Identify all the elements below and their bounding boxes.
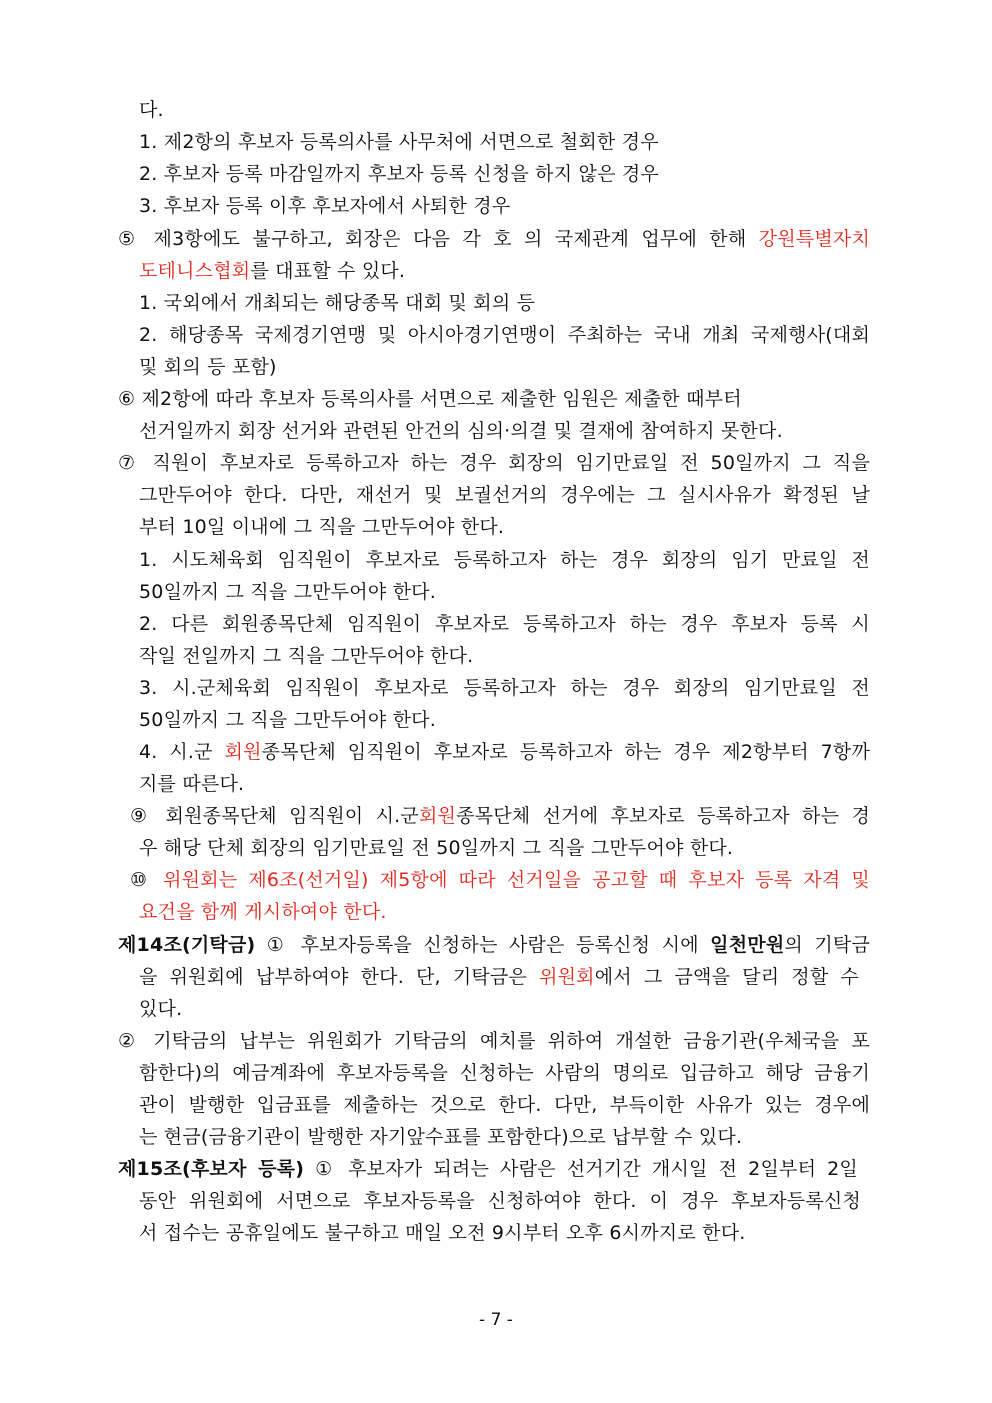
- paragraph-line: ② 기탁금의 납부는 위원회가 기탁금의 예치를 위하여 개설한 금융기관(우체국을 포: [118, 1030, 870, 1052]
- text-line: 함한다)의 예금계좌에 후보자등록을 신청하는 사람의 명의로 입금하고 해당 금융기: [139, 1062, 870, 1084]
- article-heading: 제14조(기탁금): [118, 934, 256, 956]
- text-run: 종목단체 임직원이 후보자로 등록하고자 하는 경우 제2항부터 7항까: [261, 741, 871, 763]
- paragraph-line: [130, 868, 870, 892]
- list-item: 2. 후보자 등록 마감일까지 후보자 등록 신청을 하지 않은 경우: [139, 163, 659, 185]
- highlighted-text: 위원회: [539, 966, 595, 988]
- text-line: 우 해당 단체 회장의 임기만료일 전 50일까지 그 직을 그만두어야 한다.: [139, 837, 734, 859]
- highlighted-text: 회원: [224, 741, 262, 763]
- text-line: 작일 전일까지 그 직을 그만두어야 한다.: [139, 645, 474, 667]
- text-line: 그만두어야 한다. 다만, 재선거 및 보궐선거의 경우에는 그 실시사유가 확정된 날: [139, 484, 870, 506]
- text-line: 50일까지 그 직을 그만두어야 한다.: [139, 709, 436, 731]
- article-line: [118, 1157, 858, 1181]
- highlighted-text: 강원특별자치: [758, 228, 870, 250]
- text-line: 및 회의 등 포함): [139, 356, 277, 378]
- list-item: 3. 시.군체육회 임직원이 후보자로 등록하고자 하는 경우 회장의 임기만료일 전: [139, 677, 870, 699]
- text-run: ① 후보자등록을 신청하는 사람은 등록신청 시에: [255, 934, 711, 956]
- text-run: 4. 시.군: [139, 741, 225, 763]
- text-line: 관이 발행한 입금표를 제출하는 것으로 한다. 다만, 부득이한 사유가 있는 경우에: [139, 1094, 870, 1116]
- highlighted-text: 도테니스협회: [139, 260, 251, 282]
- list-item: 2. 해당종목 국제경기연맹 및 아시아경기연맹이 주최하는 국내 개최 국제행사(대회: [139, 324, 870, 346]
- list-item: [139, 740, 870, 764]
- list-item: 1. 시도체육회 임직원이 후보자로 등록하고자 하는 경우 회장의 임기 만료일 전: [139, 549, 870, 571]
- text-line: 50일까지 그 직을 그만두어야 한다.: [139, 581, 436, 603]
- text-run: ⑩: [130, 869, 164, 891]
- highlighted-text: 요건을 함께 게시하여야 한다.: [139, 901, 387, 923]
- list-item: 1. 제2항의 후보자 등록의사를 사무처에 서면으로 철회한 경우: [139, 131, 659, 153]
- text-run: 를 대표할 수 있다.: [250, 260, 406, 282]
- text-run: 을 위원회에 납부하여야 한다. 단, 기탁금은: [139, 966, 540, 988]
- text-run: 에서 그 금액을 달리 정할 수: [594, 966, 859, 988]
- text-line: 지를 따른다.: [139, 773, 245, 795]
- text-line: 서 접수는 공휴일에도 불구하고 매일 오전 9시부터 오후 6시까지로 한다.: [139, 1222, 746, 1244]
- text-run: ⑨ 회원종목단체 임직원이 시.군: [130, 805, 419, 827]
- text-run: 종목단체 선거에 후보자로 등록하고자 하는 경: [456, 805, 870, 827]
- text-line: 다.: [139, 99, 164, 121]
- article-line: [118, 933, 870, 957]
- list-item: 1. 국외에서 개최되는 해당종목 대회 및 회의 등: [139, 292, 536, 314]
- list-item: 3. 후보자 등록 이후 후보자에서 사퇴한 경우: [139, 195, 511, 217]
- paragraph-line: ⑦ 직원이 후보자로 등록하고자 하는 경우 회장의 임기만료일 전 50일까지 그 직을: [118, 452, 870, 474]
- bold-text: 일천만원: [710, 934, 785, 956]
- text-line: [139, 965, 859, 989]
- text-line: 동안 위원회에 서면으로 후보자등록을 신청하여야 한다. 이 경우 후보자등록신청: [139, 1190, 861, 1212]
- highlighted-text: 위원회는 제6조(선거일) 제5항에 따라 선거일을 공고할 때 후보자 등록 자격 및: [163, 869, 870, 891]
- text-run: ① 후보자가 되려는 사람은 선거기간 개시일 전 2일부터 2일: [304, 1158, 858, 1180]
- text-run: 의 기탁금: [784, 934, 870, 956]
- article-heading: 제15조(후보자 등록): [118, 1158, 305, 1180]
- text-line: 있다.: [139, 998, 183, 1020]
- text-line: 선거일까지 회장 선거와 관련된 안건의 심의·의결 및 결재에 참여하지 못한다.: [139, 420, 783, 442]
- text-line: 부터 10일 이내에 그 직을 그만두어야 한다.: [139, 516, 505, 538]
- list-item: 2. 다른 회원종목단체 임직원이 후보자로 등록하고자 하는 경우 후보자 등록 시: [139, 613, 870, 635]
- paragraph-line: ⑥ 제2항에 따라 후보자 등록의사를 서면으로 제출한 임원은 제출한 때부터: [118, 388, 742, 410]
- paragraph-line: [139, 259, 405, 283]
- paragraph-line: [118, 227, 870, 251]
- text-line: 는 현금(금융기관이 발행한 자기앞수표를 포함한다)으로 납부할 수 있다.: [139, 1126, 743, 1148]
- paragraph-line: [130, 804, 870, 828]
- highlighted-text: 회원: [418, 805, 457, 827]
- text-run: ⑤ 제3항에도 불구하고, 회장은 다음 각 호 의 국제관계 업무에 한해: [118, 228, 759, 250]
- page-number: - 7 -: [479, 1310, 513, 1330]
